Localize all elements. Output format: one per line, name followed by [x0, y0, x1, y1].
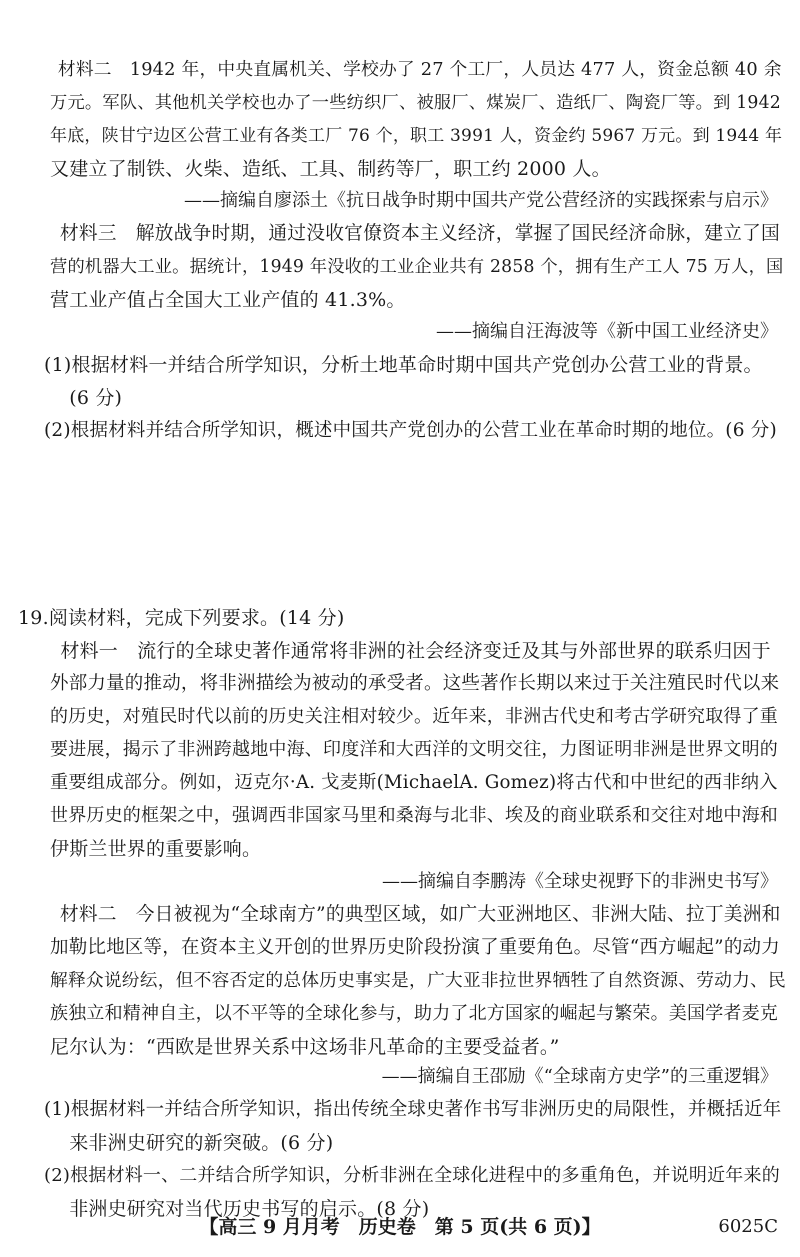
material-2-line-4: 又建立了制铁、火柴、造纸、工具、制药等厂，职工约 2000 人。 [50, 158, 611, 180]
material-3-line-2: 营的机器大工业。据统计，1949 年没收的工业企业共有 2858 个，拥有生产工人 75 万人，国 [50, 257, 784, 277]
q19-question-2: (2)根据材料一、二并结合所学知识，分析非洲在全球化进程中的多重角色，并说明近年来的 [44, 1165, 780, 1186]
paper-code: 6025C [718, 1216, 778, 1237]
q19-material-2-line-2: 加勒比地区等，在资本主义开创的世界历史阶段扮演了重要角色。尽管“西方崛起”的动力 [50, 937, 780, 958]
question-1: (1)根据材料一并结合所学知识，分析土地革命时期中国共产党创办公营工业的背景。 [44, 354, 763, 376]
page-footer: 【高三 9 月月考 历史卷 第 5 页(共 6 页)】 [199, 1216, 601, 1238]
q19-question-1-cont: 来非洲史研究的新突破。(6 分) [50, 1132, 334, 1154]
q19-question-1: (1)根据材料一并结合所学知识，指出传统全球史著作书写非洲历史的局限性，并概括近年 [44, 1099, 782, 1120]
q19-material-1-line-3: 的历史，对殖民时代以前的历史关注相对较少。近年来，非洲古代史和考古学研究取得了重 [50, 706, 778, 727]
material-2-source: ——摘编自廖添土《抗日战争时期中国共产党公营经济的实践探索与启示》 [184, 190, 778, 211]
material-2-line-2: 万元。军队、其他机关学校也办了一些纺织厂、被服厂、煤炭厂、造纸厂、陶瓷厂等。到 1942 [50, 93, 781, 113]
q19-material-2-source: ——摘编自王邵励《“全球南方史学”的三重逻辑》 [381, 1066, 778, 1087]
q19-material-1-line-5: 重要组成部分。例如，迈克尔·A. 戈麦斯(MichaelA. Gomez)将古代和中世纪的西非纳入 [50, 772, 778, 793]
material-2-line-3: 年底，陕甘宁边区公营工业有各类工厂 76 个，职工 3991 人，资金约 5967 万元。到 1944 年 [50, 126, 783, 146]
q19-material-1-line-6: 世界历史的框架之中，强调西非国家马里和桑海与北非、埃及的商业联系和交往对地中海和 [50, 805, 778, 826]
question-19-heading: 19.阅读材料，完成下列要求。(14 分) [18, 607, 345, 629]
q19-material-2-line-5: 尼尔认为：“西欧是世界关系中这场非凡革命的主要受益者。” [50, 1036, 560, 1058]
q19-material-2-line-3: 解释众说纷纭，但不容否定的总体历史事实是，广大亚非拉世界牺牲了自然资源、劳动力、民 [50, 971, 786, 991]
q19-question-2-cont: 非洲史研究对当代历史书写的启示。(8 分) [50, 1198, 430, 1220]
material-3-line-3: 营工业产值占全国大工业产值的 41.3%。 [50, 289, 406, 311]
question-2: (2)根据材料并结合所学知识，概述中国共产党创办的公营工业在革命时期的地位。(6 分) [44, 420, 777, 441]
q19-material-2-line-1: 材料二 今日被视为“全球南方”的典型区域，如广大亚洲地区、非洲大陆、拉丁美洲和 [22, 904, 781, 925]
material-2-line-1: 材料二 1942 年，中央直属机关、学校办了 27 个工厂，人员达 477 人，资金总额 40 余 [22, 60, 782, 80]
q19-material-1-line-4: 要进展，揭示了非洲跨越地中海、印度洋和大西洋的文明交往，力图证明非洲是世界文明的 [50, 739, 778, 760]
q19-material-1-source: ——摘编自李鹏涛《全球史视野下的非洲史书写》 [382, 871, 778, 892]
material-3-line-1: 材料三 解放战争时期，通过没收官僚资本主义经济，掌握了国民经济命脉，建立了国 [22, 223, 780, 244]
material-3-source: ——摘编自汪海波等《新中国工业经济史》 [436, 321, 778, 342]
q19-material-2-line-4: 族独立和精神自主，以不平等的全球化参与，助力了北方国家的崛起与繁荣。美国学者麦克 [50, 1003, 778, 1024]
question-1-score: (6 分) [50, 387, 123, 409]
q19-material-1-line-1: 材料一 流行的全球史著作通常将非洲的社会经济变迁及其与外部世界的联系归因于 [22, 640, 771, 662]
q19-material-1-line-2: 外部力量的推动，将非洲描绘为被动的承受者。这些著作长期以来过于关注殖民时代以来 [50, 673, 780, 694]
q19-material-1-line-7: 伊斯兰世界的重要影响。 [50, 838, 262, 860]
